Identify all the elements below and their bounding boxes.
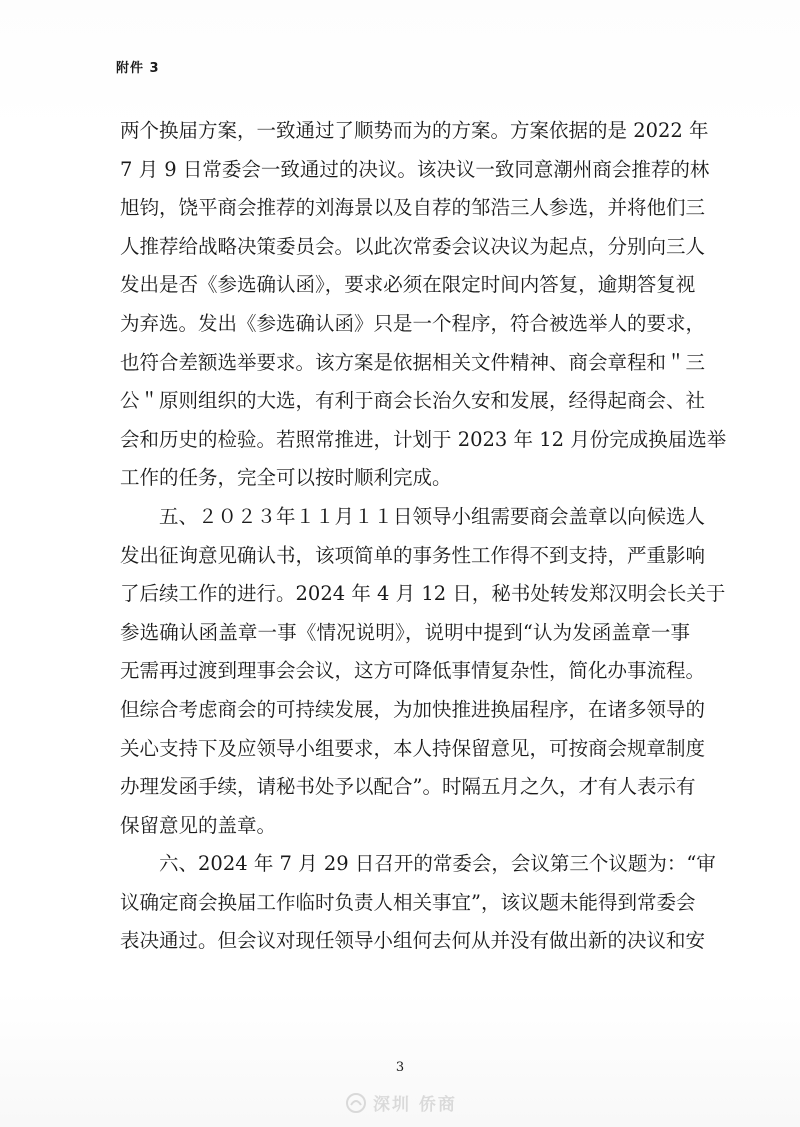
page-number: 3 (395, 1060, 405, 1075)
text-line: 为弃选。发出《参选确认函》只是一个程序，符合被选举人的要求， (120, 311, 706, 335)
text-line: 旭钧，饶平商会推荐的刘海景以及自荐的邹浩三人参选，并将他们三 (120, 196, 706, 220)
text-line: 办理发函手续，请秘书处予以配合”。时隔五月之久，才有人表示有 (120, 775, 696, 799)
text-line: 议确定商会换届工作临时负责人相关事宜”，该议题未能得到常委会 (120, 890, 696, 914)
text-line: 无需再过渡到理事会会议，这方可降低事情复杂性，简化办事流程。 (120, 659, 706, 683)
text-line: 也符合差额选举要求。该方案是依据相关文件精神、商会章程和＂三 (120, 350, 706, 374)
paragraph-six-start: 六、2024 年 7 月 29 日召开的常委会，会议第三个议题为：“审 (159, 852, 716, 876)
watermark-logo-icon (345, 1092, 367, 1114)
text-line: 参选确认函盖章一事《情况说明》，说明中提到“认为发函盖章一事 (120, 620, 690, 644)
text-line: 发出征询意见确认书，该项简单的事务性工作得不到支持，严重影响 (120, 543, 706, 567)
text-line: 了后续工作的进行。2024 年 4 月 12 日，秘书处转发郑汉明会长关于 (120, 582, 726, 606)
text-line: 7 月 9 日常委会一致通过的决议。该决议一致同意潮州商会推荐的林 (120, 157, 710, 181)
text-line: 表决通过。但会议对现任领导小组何去何从并没有做出新的决议和安 (120, 929, 706, 953)
text-line: 发出是否《参选确认函》，要求必须在限定时间内答复，逾期答复视 (120, 273, 696, 297)
text-line: 但综合考虑商会的可持续发展，为加快推进换届程序，在诸多领导的 (120, 697, 706, 721)
text-line: 两个换届方案，一致通过了顺势而为的方案。方案依据的是 2022 年 (120, 119, 709, 142)
text-line: 保留意见的盖章。 (120, 813, 277, 837)
watermark-text: 深圳 侨商 (373, 1095, 457, 1115)
attachment-label: 附件 3 (116, 61, 160, 76)
text-line: 公＂原则组织的大选，有利于商会长治久安和发展，经得起商会、社 (120, 389, 706, 413)
text-line: 工作的任务，完全可以按时顺利完成。 (120, 466, 452, 490)
text-line: 会和历史的检验。若照常推进，计划于 2023 年 12 月份完成换届选举 (120, 427, 727, 451)
text-line: 人推荐给战略决策委员会。以此次常委会议决议为起点，分别向三人 (120, 234, 706, 258)
paragraph-five-start: 五、２０２３年１１月１１日领导小组需要商会盖章以向候选人 (159, 504, 706, 528)
body-text (120, 112, 727, 961)
watermark (345, 1090, 457, 1115)
text-line: 关心支持下及应领导小组要求，本人持保留意见，可按商会规章制度 (120, 736, 706, 760)
